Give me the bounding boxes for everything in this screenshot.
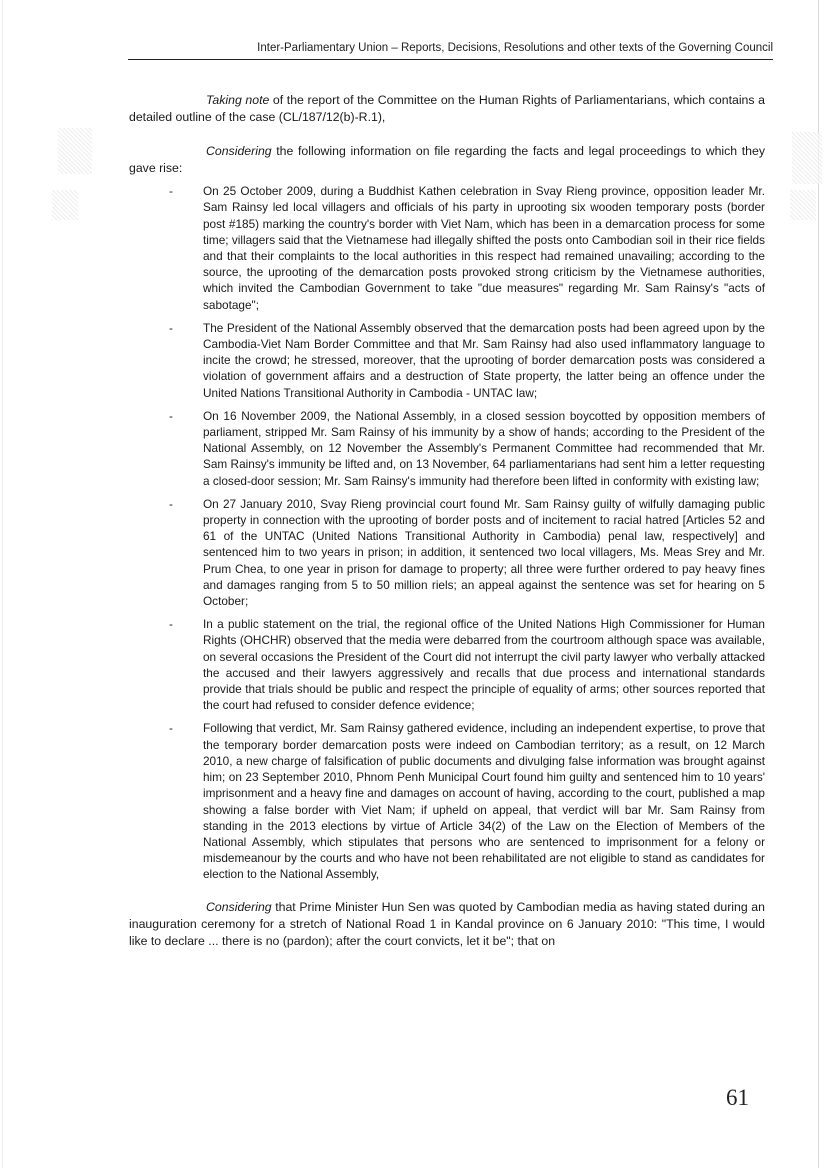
list-item	[129, 720, 765, 882]
dash-bullet: -	[169, 184, 173, 199]
lead-phrase: Considering	[206, 143, 272, 158]
list-item	[129, 616, 765, 713]
list-item	[129, 496, 765, 609]
list-item-text: Following that verdict, Mr. Sam Rainsy gathered evidence, including an independent expertise, to prove that the temporary border demarcation posts were indeed on Cambodian territory; as a result, on 12 March 2010, a new charge of falsification of public documents and divulging false information was brought against him; on 23 September 2010, Phnom Penh Municipal Court found him guilty and sentenced him to 10 years' imprisonment and a heavy fine and damages on account of having, according to the court, published a map showing a false border with Viet Nam; if upheld on appeal, that verdict will bar Mr. Sam Rainsy from standing in the 2013 elections by virtue of Article 34(2) of the Law on the Election of Members of the National Assembly, which stipulates that persons who are sentenced to imprisonment for a felony or misdemeanour by the courts and who have not been rehabilitated are not eligible to stand as candidates for election to the National Assembly,	[203, 721, 765, 882]
page-number: 61	[726, 1085, 749, 1110]
list-item	[129, 183, 765, 313]
paragraph-gap	[129, 127, 765, 143]
list-item	[129, 408, 765, 489]
dash-bullet: -	[169, 721, 173, 736]
list-item-text: On 27 January 2010, Svay Rieng provincial court found Mr. Sam Rainsy guilty of wilfully damaging public property in connection with the uprooting of border posts and of incitement to racial hatred [Articles 52 and 61 of the UNTAC (United Nations Transitional Authority in Cambodia) penal law, respectively] and sentenced him to two years in prison; in addition, it sentenced two local villagers, Ms. Meas Srey and Mr. Prum Chea, to one year in prison for damage to property; all three were further ordered to pay heavy fines and damages ranging from 5 to 50 million riels; an appeal against the sentence was set for hearing on 5 October;	[203, 496, 765, 609]
lead-phrase: Taking note	[206, 93, 270, 107]
lead-phrase: Considering	[206, 899, 272, 914]
list-item-text: In a public statement on the trial, the regional office of the United Nations High Commissioner for Human Rights (OHCHR) observed that the media were debarred from the courtroom although space was available, on several occasions the President of the Court did not interrupt the civil party lawyer who verbally attacked the accused and their lawyers aggressively and recalls that due process and international standards provide that trials should be public and respect the principle of equality of arms; other sources reported that the court had refused to consider defence evidence;	[203, 617, 765, 713]
facts-list	[129, 183, 765, 882]
list-item-text: On 16 November 2009, the National Assembly, in a closed session boycotted by opposition members of parliament, stripped Mr. Sam Rainsy of his immunity by a show of hands; according to the President of the National Assembly, on 12 November the Assembly's Permanent Committee had recommended that Mr. Sam Rainsy's immunity be lifted and, on 13 November, 64 parliamentarians had sent him a letter requesting a closed-door session; Mr. Sam Rainsy's immunity had therefore been lifted in conformity with existing law;	[203, 408, 765, 488]
scan-speck	[58, 128, 92, 174]
list-item-text: The President of the National Assembly observed that the demarcation posts had been agreed upon by the Cambodia-Viet Nam Border Committee and that Mr. Sam Rainsy had also used inflammatory language to incite the crowd; he stressed, moreover, that the uprooting of border demarcation posts was considered a violation of government affairs and a destruction of State property, the latter being an offence under the United Nations Transitional Authority in Cambodia - UNTAC law;	[203, 320, 765, 400]
paragraph-text: the following information on file regarding the facts and legal proceedings to which they gave rise:	[129, 143, 765, 175]
scan-speck	[792, 132, 822, 184]
dash-bullet: -	[169, 408, 173, 423]
scan-speck	[52, 190, 78, 220]
list-item-text: On 25 October 2009, during a Buddhist Kathen celebration in Svay Rieng province, opposition leader Mr. Sam Rainsy led local villagers and officials of his party in uprooting six wooden temporary posts (border post #185) marking the country's border with Viet Nam, which has been in a demarcation process for some time; villagers said that the Vietnamese had illegally shifted the posts onto Cambodian soil in their rice fields and that their complaints to the local authorities in this respect had remained unavailing; according to the source, the uprooting of the demarcation posts provoked strong criticism by the Vietnamese authorities, which invited the Cambodian Government to take "due measures" regarding Mr. Sam Rainsy's "acts of sabotage";	[203, 184, 765, 312]
paragraph-taking-note	[129, 92, 765, 127]
paragraph-text: that Prime Minister Hun Sen was quoted by Cambodian media as having stated during an inauguration ceremony for a stretch of National Road 1 in Kandal province on 6 January 2010: "This time, I would like to declare ... there is no (pardon); after the court convicts, let it be"; that on	[129, 899, 765, 949]
list-item	[129, 320, 765, 401]
dash-bullet: -	[169, 320, 173, 335]
document-body	[129, 92, 765, 950]
scan-edge-left	[2, 0, 3, 1168]
paragraph-considering-pm	[129, 899, 765, 951]
scan-speck	[790, 190, 816, 220]
paragraph-considering-info	[129, 143, 765, 178]
dash-bullet: -	[169, 496, 173, 511]
dash-bullet: -	[169, 617, 173, 632]
paragraph-text: of the report of the Committee on the Human Rights of Parliamentarians, which contains a detailed outline of the case (CL/187/12(b)-R.1),	[129, 93, 765, 125]
header-rule	[128, 59, 773, 60]
running-header: Inter-Parliamentary Union – Reports, Decisions, Resolutions and other texts of the Governing Council	[257, 42, 773, 54]
